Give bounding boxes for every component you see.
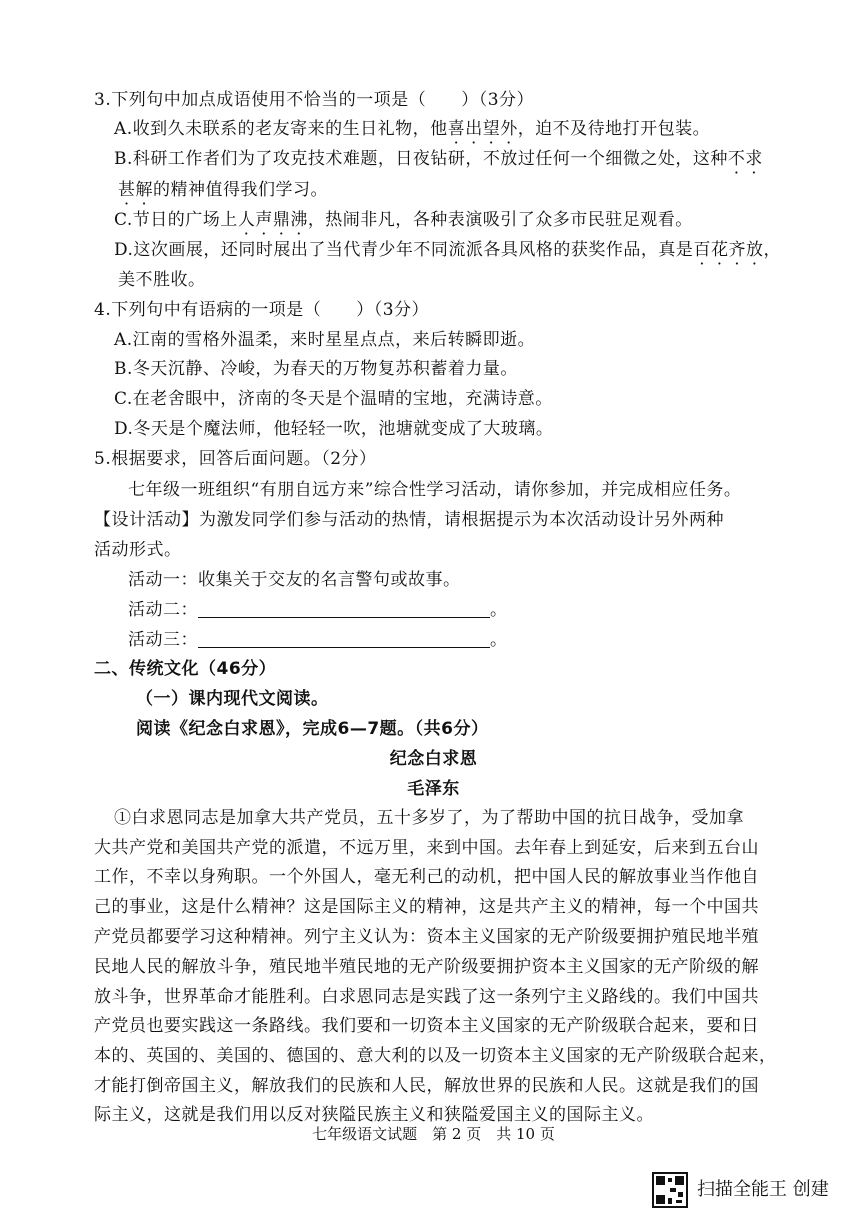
q3-option-d-line1: D.这次画展，还同时展出了当代青少年不同流派各具风格的获奖作品，真是百花齐放， — [114, 240, 781, 260]
reading-instruction: 阅读《纪念白求恩》，完成6—7题。（共6分） — [136, 719, 489, 739]
q3-option-c: C.节日的广场上人声鼎沸，热闹非凡，各种表演吸引了众多市民驻足观看。 — [114, 210, 693, 230]
q3-option-d-line2: 美不胜收。 — [118, 270, 206, 290]
q5-design-line1: 【设计活动】为激发同学们参与活动的热情，请根据提示为本次活动设计另外两种 — [94, 510, 724, 530]
q4-option-d: D.冬天是个魔法师，他轻轻一吹，池塘就变成了大玻璃。 — [114, 419, 554, 439]
section-heading: 二、传统文化（46分） — [94, 659, 277, 679]
q5-activity2: 活动二： 。 — [128, 600, 508, 620]
article-line: 大共产党和美国共产党的派遣，不远万里，来到中国。去年春上到延安，后来到五台山 — [94, 838, 759, 858]
q4-option-c: C.在老舍眼中，济南的冬天是个温晴的宝地，充满诗意。 — [114, 389, 553, 409]
article-line: 产党员也要实践这一条路线。我们要和一切资本主义国家的无产阶级联合起来，要和日 — [94, 1016, 759, 1036]
page-footer: 七年级语文试题 第 2 页 共 10 页 — [312, 1125, 555, 1143]
q5-activity1: 活动一：收集关于交友的名言警句或故事。 — [128, 570, 461, 590]
article-line: 际主义，这就是我们用以反对狭隘民族主义和狭隘爱国主义的国际主义。 — [94, 1105, 654, 1125]
q4-stem: 4.下列句中有语病的一项是（ ）（3分） — [94, 300, 430, 320]
article-line: 产党员都要学习这种精神。列宁主义认为：资本主义国家的无产阶级要拥护殖民地半殖 — [94, 927, 759, 947]
scanner-watermark: 扫描全能王 创建 — [697, 1179, 829, 1200]
q3-option-a: A.收到久未联系的老友寄来的生日礼物，他喜出望外，迫不及待地打开包装。 — [114, 119, 711, 139]
q3-option-b-line2: 甚解的精神值得我们学习。 — [118, 180, 328, 200]
q5-stem: 5.根据要求，回答后面问题。（2分） — [94, 449, 377, 469]
q5-intro: 七年级一班组织“有朋自远方来”综合性学习活动，请你参加，并完成相应任务。 — [128, 480, 742, 500]
answer-blank-3[interactable] — [198, 631, 490, 648]
q5-activity3: 活动三： 。 — [128, 630, 508, 650]
article-line: 放斗争，世界革命才能胜利。白求恩同志是实践了这一条列宁主义路线的。我们中国共 — [94, 987, 759, 1007]
article-line: 己的事业，这是什么精神？这是国际主义的精神，这是共产主义的精神，每一个中国共 — [94, 897, 759, 917]
article-title: 纪念白求恩 — [389, 749, 478, 769]
q3-option-b-line1: B.科研工作者们为了攻克技术难题，日夜钻研，不放过任何一个细微之处，这种不求 — [114, 149, 763, 169]
article-line: ①白求恩同志是加拿大共产党员，五十多岁了，为了帮助中国的抗日战争，受加拿 — [114, 808, 744, 828]
article-line: 本的、英国的、美国的、德国的、意大利的以及一切资本主义国家的无产阶级联合起来， — [94, 1046, 777, 1066]
q4-option-a: A.江南的雪格外温柔，来时星星点点，来后转瞬即逝。 — [114, 330, 536, 350]
qr-code-icon — [652, 1172, 688, 1208]
q4-option-b: B.冬天沉静、冷峻，为春天的万物复苏积蓄着力量。 — [114, 359, 518, 379]
q3-stem: 3.下列句中加点成语使用不恰当的一项是（ ）（3分） — [94, 90, 535, 110]
article-line: 才能打倒帝国主义，解放我们的民族和人民，解放世界的民族和人民。这就是我们的国 — [94, 1076, 759, 1096]
q5-design-line2: 活动形式。 — [94, 540, 182, 560]
article-author: 毛泽东 — [407, 779, 460, 799]
answer-blank-2[interactable] — [198, 601, 490, 618]
article-line: 民地人民的解放斗争，殖民地半殖民地的无产阶级要拥护资本主义国家的无产阶级的解 — [94, 957, 759, 977]
subsection-heading: （一）课内现代文阅读。 — [136, 689, 329, 709]
article-line: 工作，不幸以身殉职。一个外国人，毫无利己的动机，把中国人民的解放事业当作他自 — [94, 867, 759, 887]
